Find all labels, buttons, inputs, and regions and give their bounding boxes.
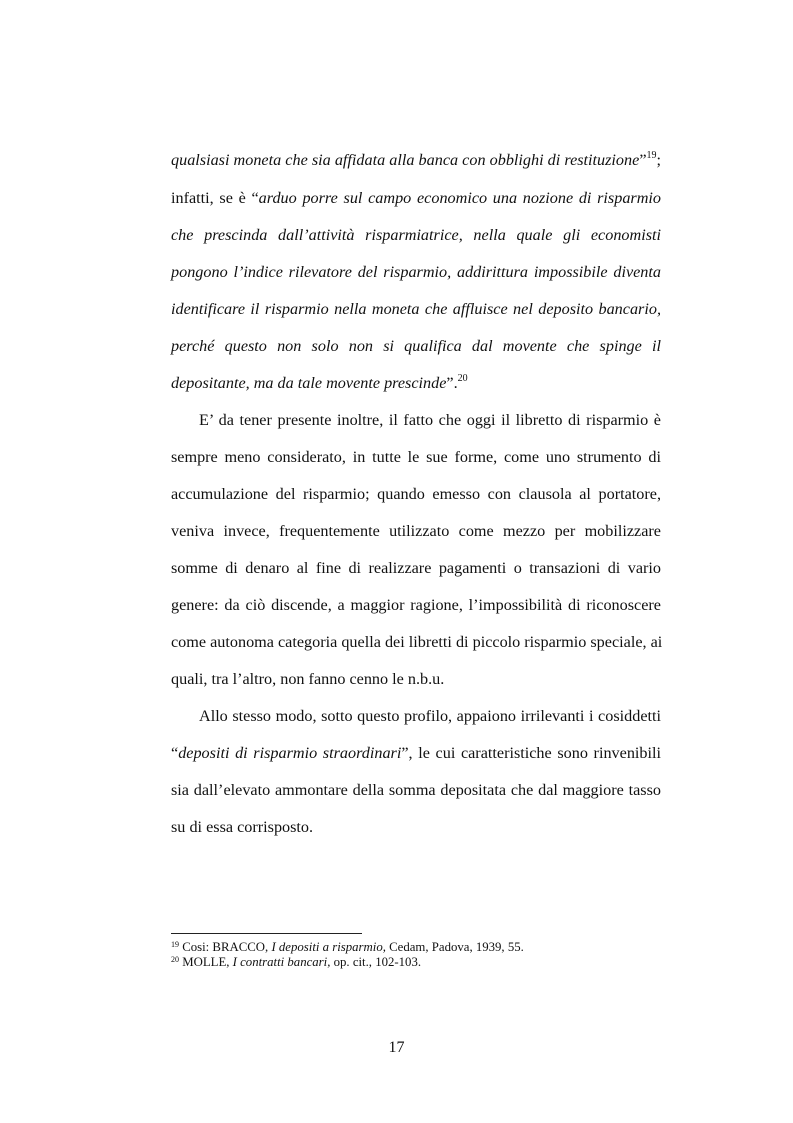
body-line: depositante, ma da tale movente prescinde”.$^{20}$ bbox=[171, 372, 468, 392]
quote-text: qualsiasi moneta che sia affidata alla banca con obblighi di restituzione bbox=[171, 151, 640, 169]
footnote-ref: 19 bbox=[646, 149, 657, 161]
body-line: “depositi di risparmio straordinari”, le cui caratteristiche sono rinvenibili bbox=[171, 744, 661, 762]
quote-text: depositi di risparmio straordinari bbox=[178, 744, 402, 762]
body-line bbox=[171, 262, 661, 282]
body-line bbox=[171, 336, 661, 356]
body-line: genere: da ciò discende, a maggior ragione, l’impossibilità di riconoscere bbox=[171, 596, 661, 614]
body-line: quali, tra l’altro, non fanno cenno le n.b.u. bbox=[171, 670, 445, 688]
quote-text: depositante, ma da tale movente prescinde bbox=[171, 374, 447, 392]
body-line: sia dall’elevato ammontare della somma depositata che dal maggiore tasso bbox=[171, 781, 661, 799]
footnote: $^{20}$ MOLLE, I contratti bancari, op. cit., 102-103. bbox=[171, 955, 422, 969]
body-line bbox=[171, 299, 661, 319]
footnote-ref: 20 bbox=[457, 372, 468, 384]
footnote-separator bbox=[171, 933, 362, 934]
body-line: su di essa corrisposto. bbox=[171, 818, 314, 836]
body-line: Allo stesso modo, sotto questo profilo, appaiono irrilevanti i cosiddetti bbox=[199, 707, 661, 725]
body-line: qualsiasi moneta che sia affidata alla banca con obblighi di restituzione”$^{19}$; bbox=[171, 149, 661, 169]
footnote-number: 20 bbox=[171, 955, 179, 964]
body-line: veniva invece, frequentemente utilizzato come mezzo per mobilizzare bbox=[171, 522, 661, 540]
footnote-number: 19 bbox=[171, 940, 179, 949]
body-line bbox=[171, 225, 661, 245]
body-line: come autonoma categoria quella dei libretti di piccolo risparmio speciale, ai bbox=[171, 633, 663, 651]
body-line: infatti, se è “arduo porre sul campo economico una nozione di risparmio bbox=[171, 189, 661, 207]
body-line: accumulazione del risparmio; quando emesso con clausola al portatore, bbox=[171, 485, 661, 503]
page-number: 17 bbox=[388, 1039, 405, 1056]
quote-text: identificare il risparmio nella moneta che affluisce nel deposito bancario, bbox=[171, 300, 661, 318]
body-line: somme di denaro al fine di realizzare pagamenti o transazioni di vario bbox=[171, 559, 661, 577]
quote-text: pongono l’indice rilevatore del risparmio, addirittura impossibile diventa bbox=[171, 263, 661, 281]
footnote: $^{19}$ Cosi: BRACCO, I depositi a risparmio, Cedam, Padova, 1939, 55. bbox=[171, 940, 524, 954]
quote-text: arduo porre sul campo economico una nozione di risparmio bbox=[258, 189, 661, 207]
quote-text: perché questo non solo non si qualifica dal movente che spinge il bbox=[171, 337, 661, 355]
body-line: E’ da tener presente inoltre, il fatto che oggi il libretto di risparmio è bbox=[199, 411, 661, 429]
body-line: sempre meno considerato, in tutte le sue forme, come uno strumento di bbox=[171, 448, 661, 466]
quote-text: che prescinda dall’attività risparmiatrice, nella quale gli economisti bbox=[171, 226, 661, 244]
